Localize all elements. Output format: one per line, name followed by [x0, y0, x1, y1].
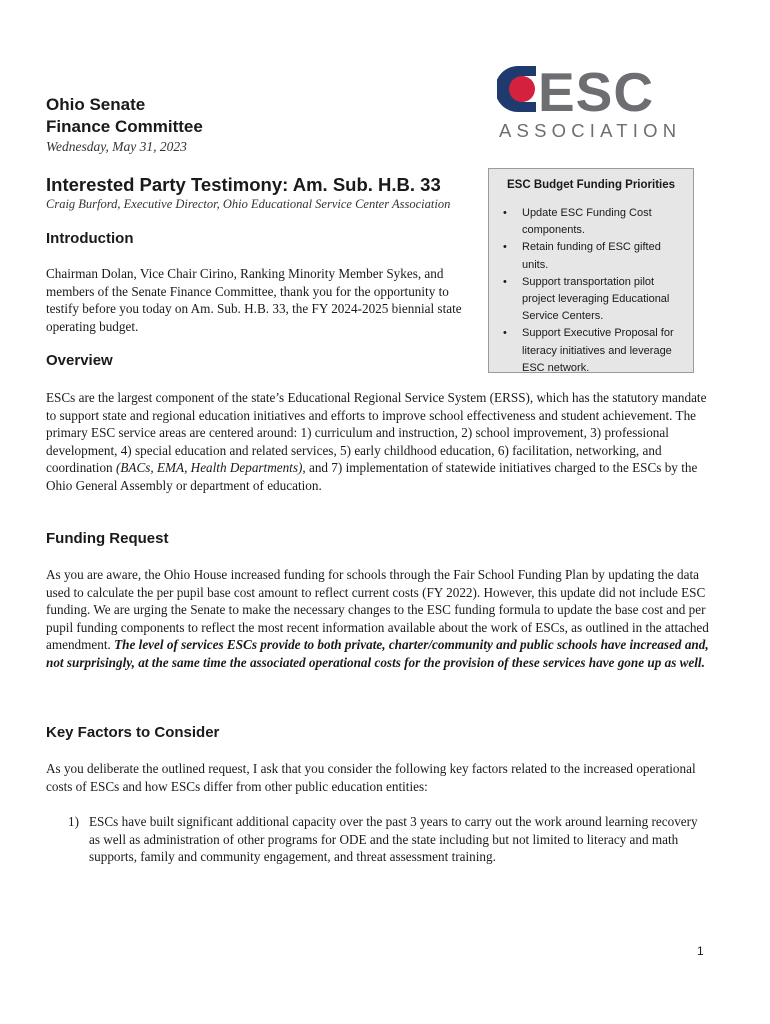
- funding-request-text: As you are aware, the Ohio House increased funding for schools through the Fair School Funding Plan by updating the data used to calculate the per pupil base cost amount to reflect current costs (FY 2022). However, this update did not include ESC funding. We are urging the Senate to make the necessary changes to the ESC funding formula to update the base cost and per pupil funding components to reflect the most recent information available about the work of ESCs, as outlined in the attached amendment.: [46, 567, 709, 652]
- key-factor-item: [68, 813, 698, 866]
- priority-item: • Retain funding of ESC gifted units.: [497, 239, 683, 273]
- key-factors-text: As you deliberate the outlined request, I ask that you consider the following key factors related to the increased operational costs of ESCs and how ESCs differ from other public education entities:: [46, 761, 696, 794]
- key-factors-paragraph: [46, 760, 710, 795]
- byline: Craig Burford, Executive Director, Ohio Educational Service Center Association: [46, 197, 451, 211]
- budget-priorities-title: ESC Budget Funding Priorities: [506, 179, 676, 191]
- committee-line-2: Finance Committee: [46, 117, 203, 136]
- esc-logo-graphic: [497, 64, 689, 142]
- introduction-paragraph: [46, 265, 464, 335]
- budget-priorities-box: [488, 168, 694, 373]
- overview-text: ESCs are the largest component of the state’s Educational Regional Service System (ERSS), which has the statutory mandate to support state and regional education initiatives and efforts to improve school effectiveness and student achievement. The primary ESC service areas are centered around: 1) curriculum and instruction, 2) school improvement, 3) professional development, 4) special education and related services, 5) early childhood education, 6) facilitation, networking, and coordination: [46, 390, 707, 475]
- overview-heading: Overview: [46, 352, 113, 369]
- committee-heading: [46, 94, 203, 138]
- priority-item: • Support transportation pilot project leveraging Educational Service Centers.: [497, 274, 683, 326]
- esc-association-logo: [497, 64, 689, 142]
- key-factor-text: ESCs have built significant additional capacity over the past 3 years to carry out the work around learning recovery as well as administration of other programs for ODE and the state including but not limited to literacy and math supports, family and community engagement, and threat assessment training.: [89, 814, 698, 864]
- hearing-date: Wednesday, May 31, 2023: [46, 139, 187, 154]
- committee-line-1: Ohio Senate: [46, 95, 146, 114]
- budget-priorities-list: [497, 205, 683, 377]
- priority-item: • Support Executive Proposal for literacy initiatives and leverage ESC network.: [497, 325, 683, 377]
- page-title: Interested Party Testimony: Am. Sub. H.B. 33: [46, 174, 441, 195]
- priority-item: • Update ESC Funding Cost components.: [497, 205, 683, 239]
- logo-red-circle: [509, 76, 535, 102]
- funding-request-paragraph: [46, 566, 710, 671]
- key-factors-list: [68, 813, 698, 866]
- introduction-text: Chairman Dolan, Vice Chair Cirino, Ranking Minority Member Sykes, and members of the Senate Finance Committee, thank you for the opportunity to testify before you today on Am. Sub. H.B. 33, the FY 2024-2025 biennial state operating budget.: [46, 266, 462, 334]
- funding-request-heading: Funding Request: [46, 530, 169, 547]
- logo-association-text: ASSOCIATION: [499, 120, 682, 141]
- overview-italic-text: (BACs, EMA, Health Departments): [115, 460, 303, 475]
- overview-paragraph: [46, 389, 710, 494]
- introduction-heading: Introduction: [46, 230, 134, 247]
- logo-esc-text: ESC: [538, 64, 655, 123]
- key-factor-number: 1): [68, 814, 79, 829]
- key-factors-heading: Key Factors to Consider: [46, 724, 220, 741]
- page-number: 1: [697, 944, 704, 958]
- overview-text-end: , and 7) implementation of statewide initiatives charged to the ESCs by the Ohio General Assembly or department of education.: [46, 460, 698, 493]
- funding-request-emphasis: The level of services ESCs provide to both private, charter/community and public schools have increased and, not surprisingly, at the same time the associated operational costs for the provision of these services have gone up as well.: [46, 637, 709, 670]
